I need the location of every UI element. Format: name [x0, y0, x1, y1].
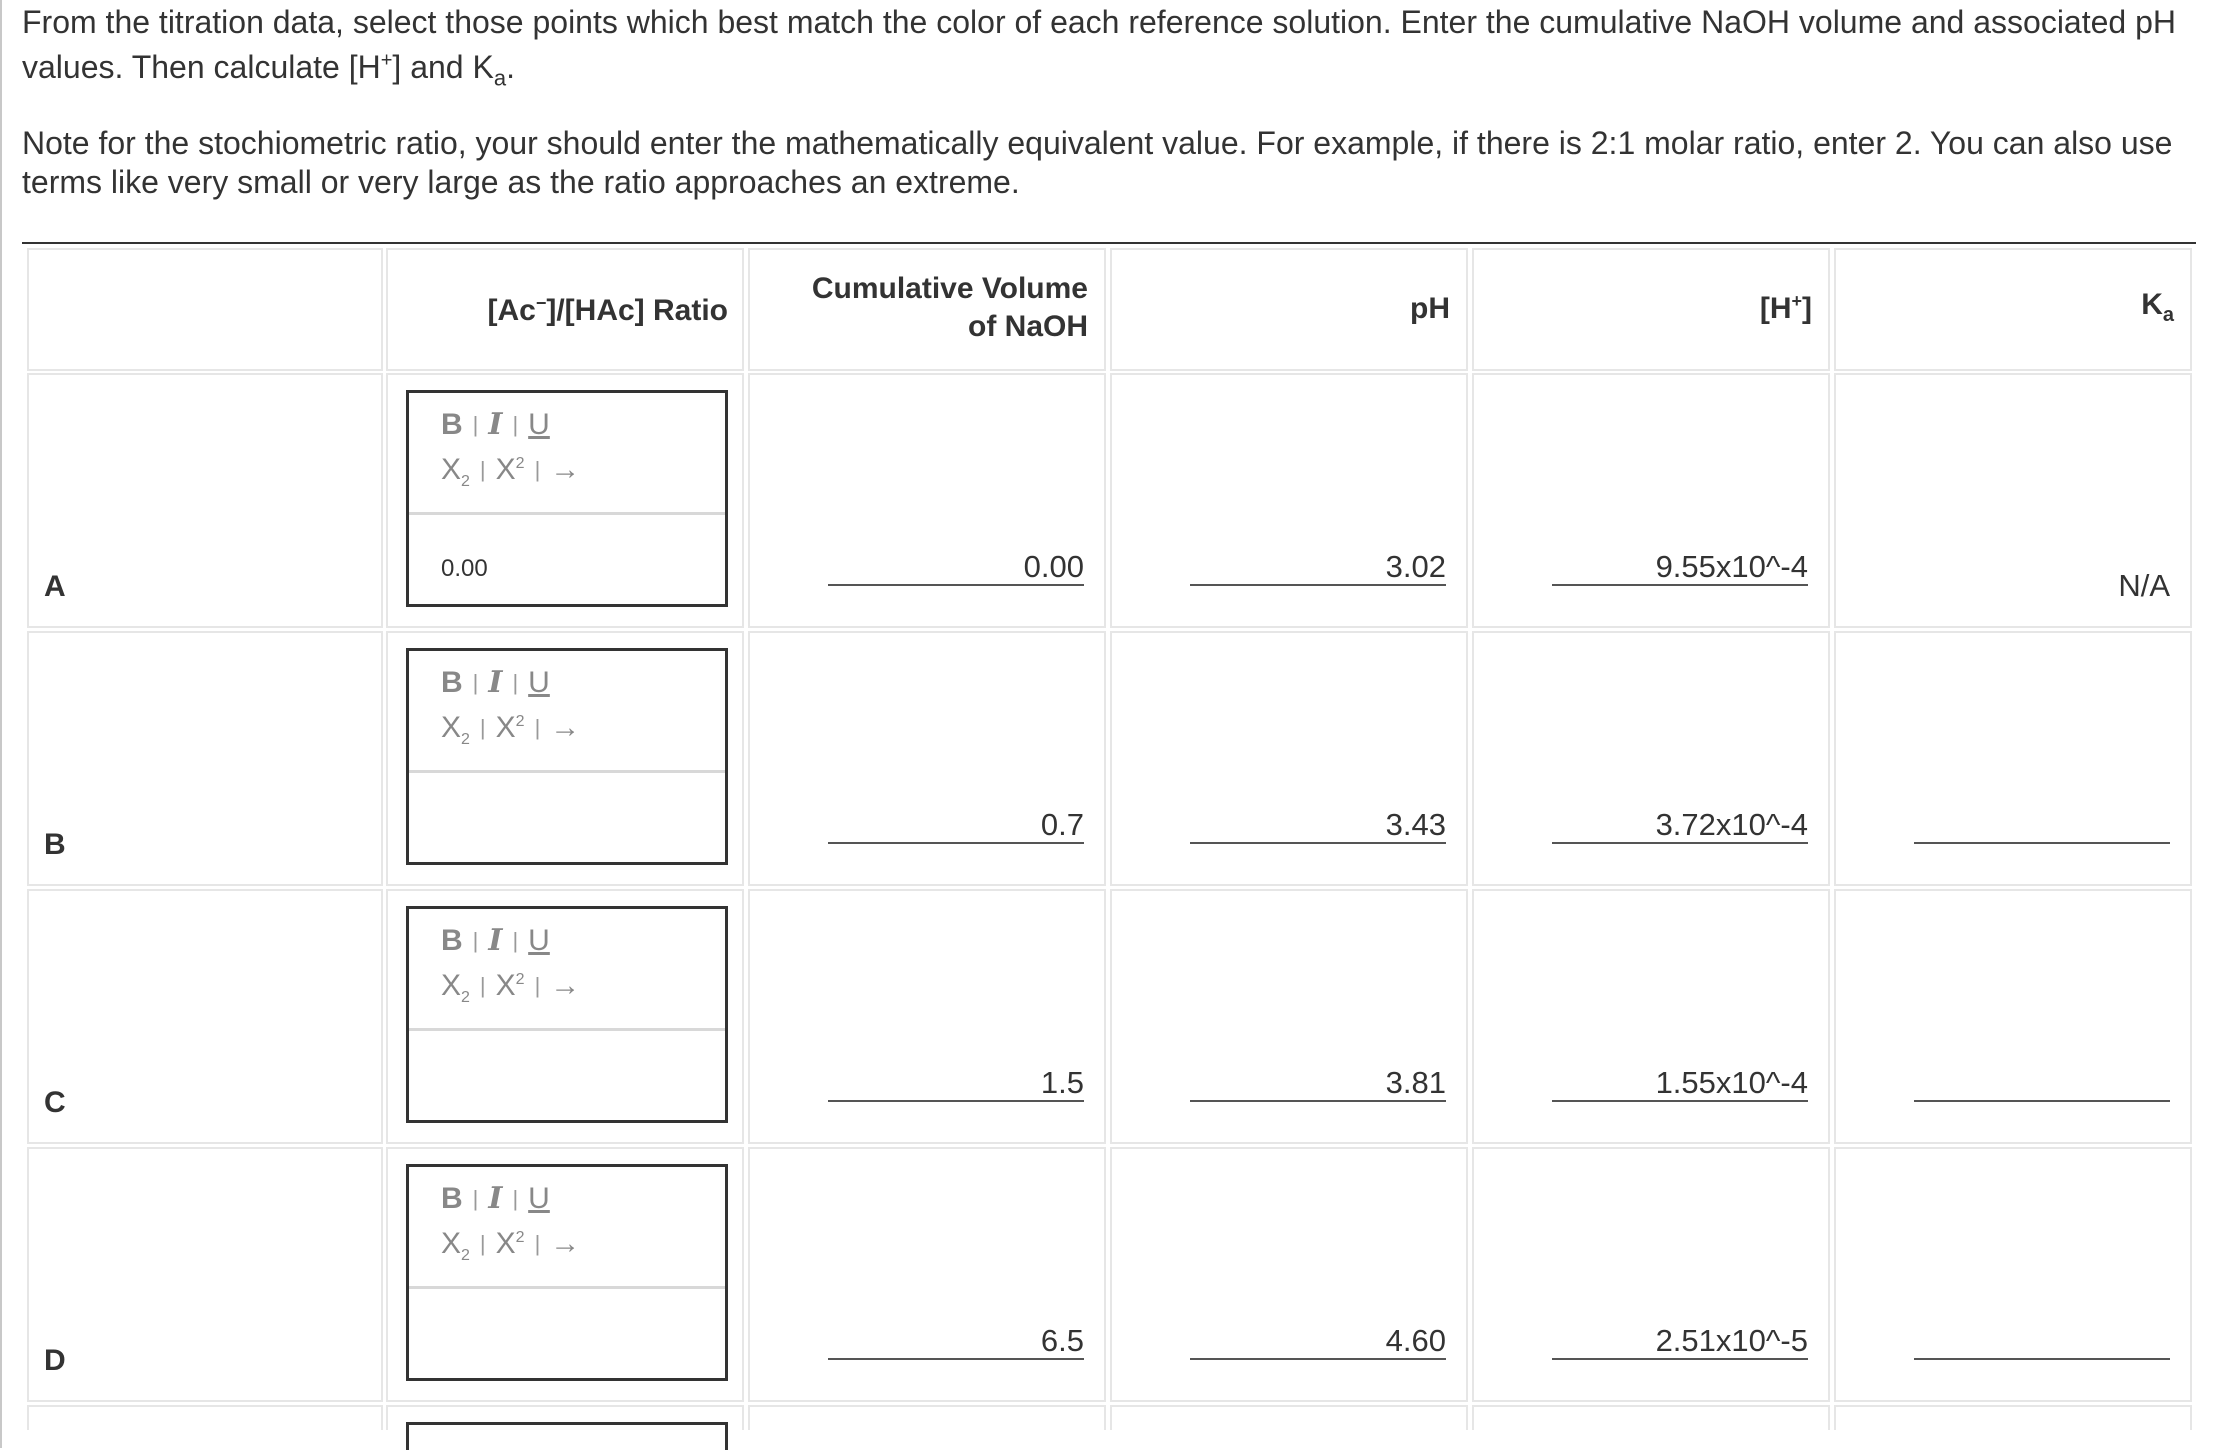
instruction-text: From the titration data, select those points which best match the color of each reference solution. Enter the cumulative NaOH volume and associated pH values. Then calculate [H+] and $K_a$.	[22, 4, 2176, 91]
header-ratio: [Ac−]/[HAc] Ratio	[487, 293, 728, 327]
note-text: Note for the stochiometric ratio, your should enter the mathematically equivalent value. For example, if there is 2:1 molar ratio, enter 2. You can also use terms like very small or very large as the ratio approaches an extreme.	[22, 125, 2173, 200]
arrow-icon[interactable]: →	[550, 711, 581, 744]
italic-button[interactable]: I	[488, 1181, 503, 1216]
table-cell	[1834, 1147, 2192, 1402]
table-cell	[748, 1147, 1106, 1402]
table-top-rule	[22, 242, 2196, 244]
bold-button[interactable]: B	[441, 1182, 463, 1215]
ph-input[interactable]: 3.43	[1190, 808, 1446, 844]
h-concentration-input[interactable]: 1.55x10^-4	[1552, 1066, 1808, 1102]
table-cell	[27, 373, 383, 628]
table-cell	[1110, 1405, 1468, 1430]
table-cell	[27, 1147, 383, 1402]
subscript-button[interactable]: $X_2$	[441, 711, 470, 748]
bold-button[interactable]: B	[441, 408, 463, 441]
ratio-editor	[406, 648, 728, 865]
subscript-button[interactable]: $X_2$	[441, 453, 470, 490]
table-cell	[1110, 1147, 1468, 1402]
toolbar-separator: |	[479, 973, 486, 998]
table-cell	[27, 631, 383, 886]
toolbar-separator: |	[512, 928, 519, 953]
bold-button[interactable]: B	[441, 924, 463, 957]
underline-button[interactable]: U	[528, 666, 550, 699]
superscript-button[interactable]: $X^2$	[495, 969, 525, 1002]
table-cell	[27, 889, 383, 1144]
table-cell	[1472, 373, 1830, 628]
table-cell	[1472, 1405, 1830, 1430]
toolbar-separator: |	[512, 1186, 519, 1211]
underline-button[interactable]: U	[528, 924, 550, 957]
ph-input[interactable]: 3.02	[1190, 550, 1446, 586]
table-cell	[1834, 631, 2192, 886]
table-cell	[1110, 631, 1468, 886]
table-cell	[1834, 1405, 2192, 1430]
header-ka: $K_a$	[2141, 288, 2174, 326]
toolbar-separator: |	[479, 1231, 486, 1256]
toolbar-separator: |	[472, 670, 479, 695]
toolbar-separator: |	[472, 928, 479, 953]
ka-value: N/A	[2118, 568, 2170, 603]
toolbar-separator: |	[534, 457, 541, 482]
left-border	[0, 0, 2, 1448]
toolbar-separator: |	[472, 1186, 479, 1211]
ratio-input[interactable]: 0.00	[441, 555, 488, 582]
table-cell	[27, 1405, 383, 1430]
toolbar-separator: |	[512, 412, 519, 437]
underline-button[interactable]: U	[528, 1182, 550, 1215]
toolbar-separator: |	[534, 715, 541, 740]
table-cell	[1110, 373, 1468, 628]
ka-input[interactable]	[1914, 1324, 2170, 1360]
arrow-icon[interactable]: →	[550, 453, 581, 486]
row-label: D	[44, 1344, 66, 1377]
editor-toolbar	[409, 909, 725, 1031]
italic-button[interactable]: I	[488, 407, 503, 442]
row-label: B	[44, 828, 66, 861]
header-volume: Cumulative Volume of NaOH	[811, 272, 1088, 343]
superscript-button[interactable]: $X^2$	[495, 711, 525, 744]
ratio-editor	[406, 906, 728, 1123]
table-cell	[1472, 1147, 1830, 1402]
ph-input[interactable]: 4.60	[1190, 1324, 1446, 1360]
ka-input[interactable]	[1914, 1066, 2170, 1102]
toolbar-separator: |	[534, 973, 541, 998]
row-label: A	[44, 570, 66, 603]
header-h: [H+]	[1759, 291, 1812, 325]
subscript-button[interactable]: $X_2$	[441, 1227, 470, 1264]
volume-input[interactable]: 0.7	[828, 808, 1084, 844]
header-ph: pH	[1410, 292, 1450, 325]
ratio-editor	[406, 390, 728, 607]
arrow-icon[interactable]: →	[550, 1227, 581, 1260]
ph-input[interactable]: 3.81	[1190, 1066, 1446, 1102]
toolbar-separator: |	[512, 670, 519, 695]
underline-button[interactable]: U	[528, 408, 550, 441]
toolbar-separator: |	[479, 457, 486, 482]
toolbar-separator: |	[534, 1231, 541, 1256]
superscript-button[interactable]: $X^2$	[495, 1227, 525, 1260]
toolbar-separator: |	[479, 715, 486, 740]
table-cell	[748, 373, 1106, 628]
table-cell	[1472, 889, 1830, 1144]
volume-input[interactable]: 1.5	[828, 1066, 1084, 1102]
superscript-button[interactable]: $X^2$	[495, 453, 525, 486]
bold-button[interactable]: B	[441, 666, 463, 699]
italic-button[interactable]: I	[488, 665, 503, 700]
toolbar-separator: |	[472, 412, 479, 437]
table-cell	[748, 631, 1106, 886]
table-cell	[748, 1405, 1106, 1430]
ka-input[interactable]	[1914, 808, 2170, 844]
volume-input[interactable]: 0.00	[828, 550, 1084, 586]
table-cell	[1472, 631, 1830, 886]
header-cell-label	[27, 248, 383, 371]
editor-toolbar	[409, 651, 725, 773]
h-concentration-input[interactable]: 3.72x10^-4	[1552, 808, 1808, 844]
arrow-icon[interactable]: →	[550, 969, 581, 1002]
table-cell	[1110, 889, 1468, 1144]
table-cell	[748, 889, 1106, 1144]
editor-toolbar	[409, 393, 725, 515]
table-cell	[1834, 889, 2192, 1144]
instructions	[22, 0, 2202, 202]
volume-input[interactable]: 6.5	[828, 1324, 1084, 1360]
row-label: C	[44, 1086, 66, 1119]
ratio-editor	[406, 1422, 728, 1450]
h-concentration-input[interactable]: 2.51x10^-5	[1552, 1324, 1808, 1360]
editor-toolbar	[409, 1167, 725, 1289]
ratio-editor	[406, 1164, 728, 1381]
subscript-button[interactable]: $X_2$	[441, 969, 470, 1006]
italic-button[interactable]: I	[488, 923, 503, 958]
h-concentration-input[interactable]: 9.55x10^-4	[1552, 550, 1808, 586]
